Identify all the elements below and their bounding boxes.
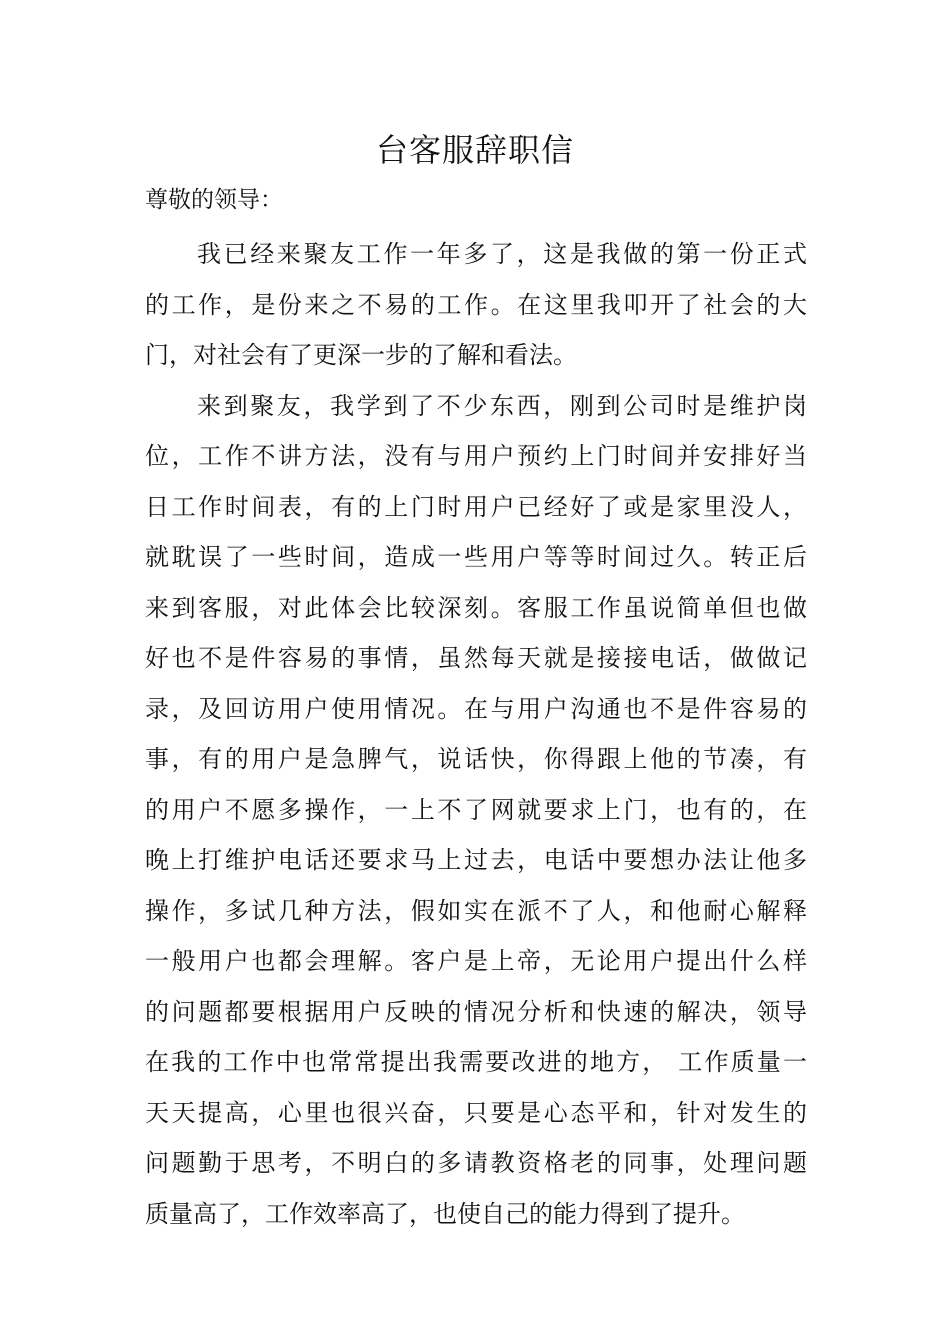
paragraph-line: 门，对社会有了更深一步的了解和看法。 bbox=[145, 341, 577, 369]
paragraph-1 bbox=[145, 229, 807, 381]
paragraph-line: 一般用户也都会理解。客户是上帝，无论用户提出什么样 bbox=[145, 947, 807, 975]
paragraph-line: 好也不是件容易的事情，虽然每天就是接接电话，做做记 bbox=[145, 644, 807, 672]
paragraph-line: 晚上打维护电话还要求马上过去，电话中要想办法让他多 bbox=[145, 846, 807, 874]
paragraph-line: 日工作时间表，有的上门时用户已经好了或是家里没人， bbox=[145, 492, 807, 521]
letter-body bbox=[145, 229, 807, 1239]
salutation: 尊敬的领导： bbox=[145, 187, 283, 213]
paragraph-line: 的问题都要根据用户反映的情况分析和快速的解决，领导 bbox=[145, 997, 807, 1026]
paragraph-line: 天天提高，心里也很兴奋，只要是心态平和，针对发生的 bbox=[145, 1098, 807, 1127]
paragraph-line: 位，工作不讲方法，没有与用户预约上门时间并安排好当 bbox=[145, 442, 807, 470]
paragraph-line: 操作，多试几种方法，假如实在派不了人，和他耐心解释 bbox=[145, 896, 807, 925]
paragraph-line: 在我的工作中也常常提出我需要改进的地方， 工作质量一 bbox=[145, 1048, 807, 1076]
paragraph-line: 的用户不愿多操作，一上不了网就要求上门，也有的，在 bbox=[145, 795, 807, 824]
paragraph-line: 就耽误了一些时间，造成一些用户等等时间过久。转正后 bbox=[145, 543, 807, 571]
paragraph-line: 我已经来聚友工作一年多了，这是我做的第一份正式 bbox=[197, 240, 807, 268]
paragraph-line: 质量高了，工作效率高了，也使自己的能力得到了提升。 bbox=[145, 1199, 745, 1228]
paragraph-line: 录，及回访用户使用情况。在与用户沟通也不是件容易的 bbox=[145, 694, 807, 723]
paragraph-line: 的工作，是份来之不易的工作。在这里我叩开了社会的大 bbox=[145, 290, 807, 319]
paragraph-line: 事，有的用户是急脾气，说话快，你得跟上他的节凑，有 bbox=[145, 745, 807, 773]
paragraph-2 bbox=[145, 381, 807, 1240]
document-title: 台客服辞职信 bbox=[375, 131, 574, 169]
paragraph-line: 来到客服，对此体会比较深刻。客服工作虽说简单但也做 bbox=[145, 593, 807, 622]
paragraph-line: 来到聚友，我学到了不少东西，刚到公司时是维护岗 bbox=[197, 391, 807, 420]
paragraph-line: 问题勤于思考，不明白的多请教资格老的同事，处理问题 bbox=[145, 1149, 807, 1177]
